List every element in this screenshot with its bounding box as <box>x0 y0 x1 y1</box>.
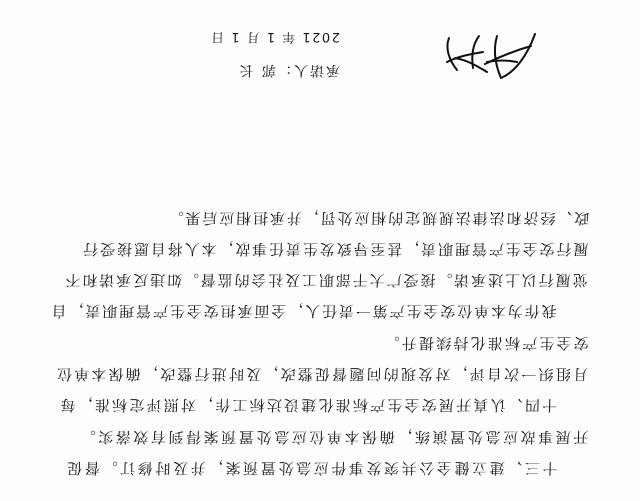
document-body <box>48 103 588 483</box>
handwritten-signature-mark <box>435 26 545 86</box>
signature-block <box>120 23 340 83</box>
signatory-label: 承诺人： <box>275 62 341 78</box>
paragraph-13: 十三、建立健全公共突发事件应急处置预案，并及时修订。督促开展事故应急处置演练，确保本单位应急处置预案得到有效落实。 <box>64 428 589 477</box>
signatory-name: 郭 长 <box>237 62 277 78</box>
paragraph-commitment: 我作为本单位安全生产第一责任人，全面承担安全生产管理职责，自觉履行以上述承诺。接受广大干部职工及社会的监督。如违反承诺和不履行安全生产管理职责，甚至导致发生责任事故，本人将自愿接受行政、经济和法律法规规定的相应处罚，并承担相应后果。 <box>49 209 590 320</box>
signature-date: 2021 年 1 月 1 日 <box>209 29 341 44</box>
paragraph-14: 十四、认真开展安全生产标准化建设达标工作，对照评定标准，每月组织一次自评，对发现的问题督促整改，及时进行整改，确保本单位安全生产标准化持续提升。 <box>54 334 590 414</box>
signatory-label-and-name <box>120 57 341 83</box>
